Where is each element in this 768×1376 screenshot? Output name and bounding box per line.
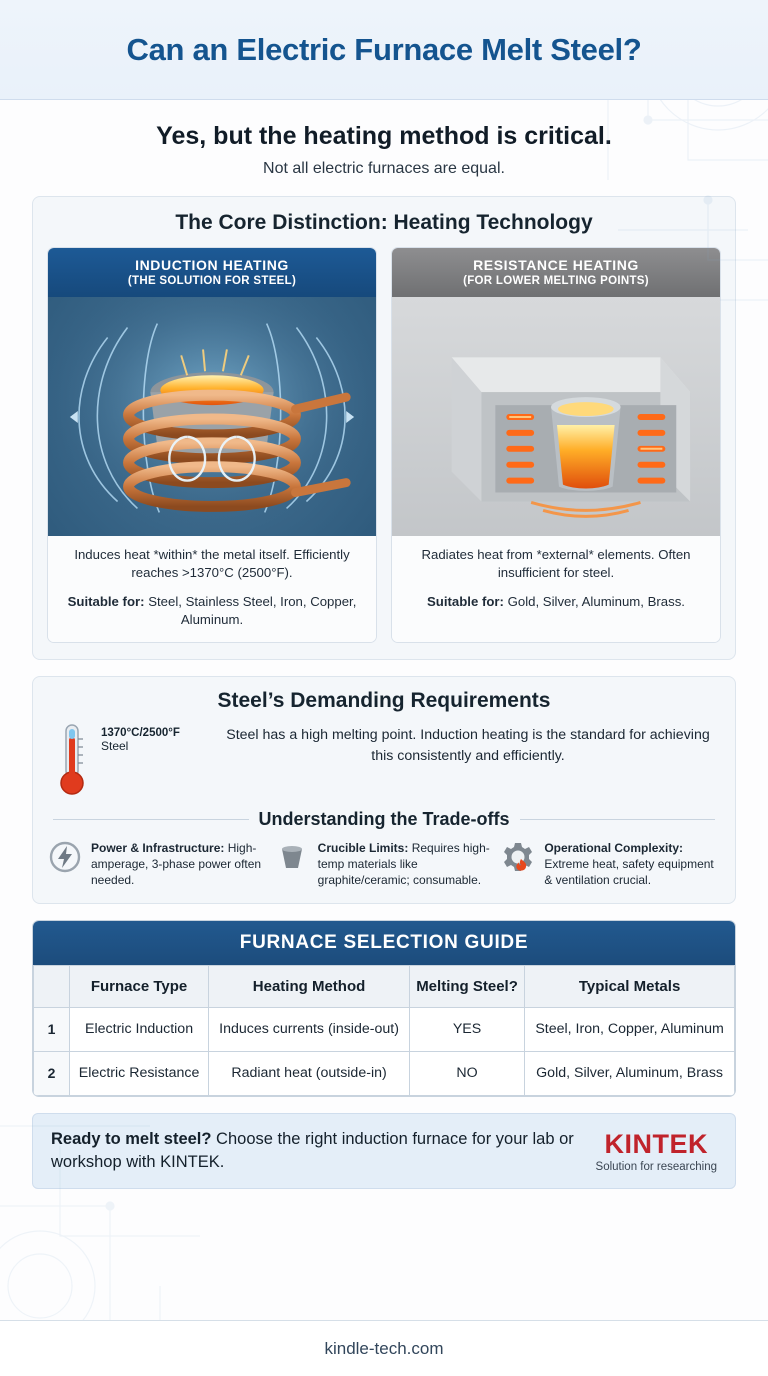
call-to-action bbox=[32, 1113, 736, 1189]
tradeoff-body: High-amperage, 3-phase power often needed. bbox=[91, 840, 262, 888]
answer-headline: Yes, but the heating method is critical. bbox=[156, 122, 612, 150]
resistance-description: Radiates heat from *external* elements. Often insufficient for steel. bbox=[421, 547, 691, 581]
thermometer-graphic bbox=[49, 719, 95, 799]
comparison-table bbox=[33, 965, 735, 1096]
induction-column-body bbox=[48, 536, 376, 642]
resistance-suitable-value: Gold, Silver, Aluminum, Brass. bbox=[507, 593, 685, 609]
tradeoffs-header bbox=[53, 809, 715, 830]
row-heating-method: Radiant heat (outside-in) bbox=[209, 1051, 410, 1095]
resistance-column bbox=[391, 247, 721, 643]
induction-column bbox=[47, 247, 377, 643]
thermometer-icon bbox=[55, 721, 89, 799]
table-header-row bbox=[34, 965, 735, 1007]
induction-header-main: INDUCTION HEATING bbox=[135, 257, 289, 273]
resistance-chamber-icon bbox=[392, 297, 720, 536]
steel-label: Steel bbox=[101, 738, 129, 753]
tradeoffs-list bbox=[49, 840, 719, 889]
steel-melting-temp: 1370°C/2500°F bbox=[101, 726, 180, 739]
tradeoff-text bbox=[544, 840, 719, 889]
row-index: 1 bbox=[34, 1007, 70, 1051]
cta-rest: Choose the right induction furnace for your lab or workshop with KINTEK. bbox=[51, 1129, 574, 1171]
table-header-metals: Typical Metals bbox=[525, 965, 735, 1007]
cta-text bbox=[51, 1128, 586, 1174]
brand-tagline: Solution for researching bbox=[595, 1160, 717, 1173]
furnace-selection-table bbox=[32, 920, 736, 1097]
gear-flame-icon bbox=[502, 840, 536, 889]
induction-description: Induces heat *within* the metal itself. Efficiently reaches >1370°C (2500°F). bbox=[74, 547, 350, 581]
tradeoff-item bbox=[276, 840, 493, 889]
row-furnace-type: Electric Induction bbox=[70, 1007, 209, 1051]
tradeoffs-title: Understanding the Trade-offs bbox=[258, 808, 510, 829]
induction-illustration bbox=[48, 297, 376, 536]
page-title: Can an Electric Furnace Melt Steel? bbox=[126, 31, 642, 67]
tradeoff-item bbox=[49, 840, 266, 889]
thermometer-labels bbox=[101, 719, 211, 753]
page-header bbox=[0, 0, 768, 100]
resistance-column-header bbox=[392, 248, 720, 297]
tradeoff-text bbox=[91, 840, 266, 889]
tradeoff-title: Power & Infrastructure: bbox=[91, 840, 225, 855]
core-distinction-card bbox=[32, 196, 736, 660]
brand-name: KINTEK bbox=[604, 1128, 709, 1159]
table-row bbox=[34, 1051, 735, 1095]
table-header-index bbox=[34, 965, 70, 1007]
tradeoff-title: Crucible Limits: bbox=[317, 840, 409, 855]
divider-left bbox=[53, 819, 249, 820]
tradeoff-text bbox=[318, 840, 493, 889]
table-header-method: Heating Method bbox=[209, 965, 410, 1007]
lightning-bolt-icon bbox=[49, 840, 83, 889]
resistance-header-sub: (FOR LOWER MELTING POINTS) bbox=[463, 275, 649, 287]
answer-subtext: Not all electric furnaces are equal. bbox=[263, 160, 505, 177]
crucible-icon bbox=[276, 840, 310, 889]
induction-suitable-label: Suitable for: bbox=[67, 593, 145, 609]
row-index: 2 bbox=[34, 1051, 70, 1095]
requirements-title: Steel’s Demanding Requirements bbox=[217, 688, 551, 712]
induction-header-sub: (THE SOLUTION FOR STEEL) bbox=[127, 275, 297, 287]
row-typical-metals: Gold, Silver, Aluminum, Brass bbox=[525, 1051, 735, 1095]
tradeoff-title: Operational Complexity: bbox=[544, 840, 684, 855]
row-melting-steel: YES bbox=[409, 1007, 524, 1051]
resistance-header-main: RESISTANCE HEATING bbox=[473, 257, 639, 273]
row-furnace-type: Electric Resistance bbox=[70, 1051, 209, 1095]
tradeoff-item bbox=[502, 840, 719, 889]
row-typical-metals: Steel, Iron, Copper, Aluminum bbox=[525, 1007, 735, 1051]
cta-bold: Ready to melt steel? bbox=[51, 1129, 212, 1148]
subheading-block bbox=[0, 100, 768, 178]
table-row bbox=[34, 1007, 735, 1051]
resistance-column-body bbox=[392, 536, 720, 642]
requirements-text: Steel has a high melting point. Induction heating is the standard for achieving this consistently and efficiently. bbox=[226, 726, 710, 764]
divider-right bbox=[520, 819, 716, 820]
row-heating-method: Induces currents (inside-out) bbox=[209, 1007, 410, 1051]
induction-column-header bbox=[48, 248, 376, 297]
resistance-illustration bbox=[392, 297, 720, 536]
resistance-suitable bbox=[400, 593, 712, 611]
resistance-suitable-label: Suitable for: bbox=[427, 593, 504, 609]
induction-suitable bbox=[56, 593, 368, 630]
tradeoff-body: Extreme heat, safety equipment & ventilation crucial. bbox=[544, 857, 714, 888]
page-footer bbox=[0, 1320, 768, 1376]
row-melting-steel: NO bbox=[409, 1051, 524, 1095]
table-header-type: Furnace Type bbox=[70, 965, 209, 1007]
tradeoff-body: Requires high-temp materials like graphite/ceramic; consumable. bbox=[317, 840, 490, 888]
footer-site: kindle-tech.com bbox=[324, 1338, 444, 1358]
core-distinction-title: The Core Distinction: Heating Technology bbox=[175, 211, 593, 234]
table-header-melting: Melting Steel? bbox=[409, 965, 524, 1007]
table-title: FURNACE SELECTION GUIDE bbox=[33, 921, 735, 965]
requirements-card bbox=[32, 676, 736, 904]
induction-suitable-value: Steel, Stainless Steel, Iron, Copper, Aluminum. bbox=[148, 593, 357, 628]
induction-coil-crucible-icon bbox=[48, 297, 376, 536]
brand-logo bbox=[596, 1129, 717, 1173]
